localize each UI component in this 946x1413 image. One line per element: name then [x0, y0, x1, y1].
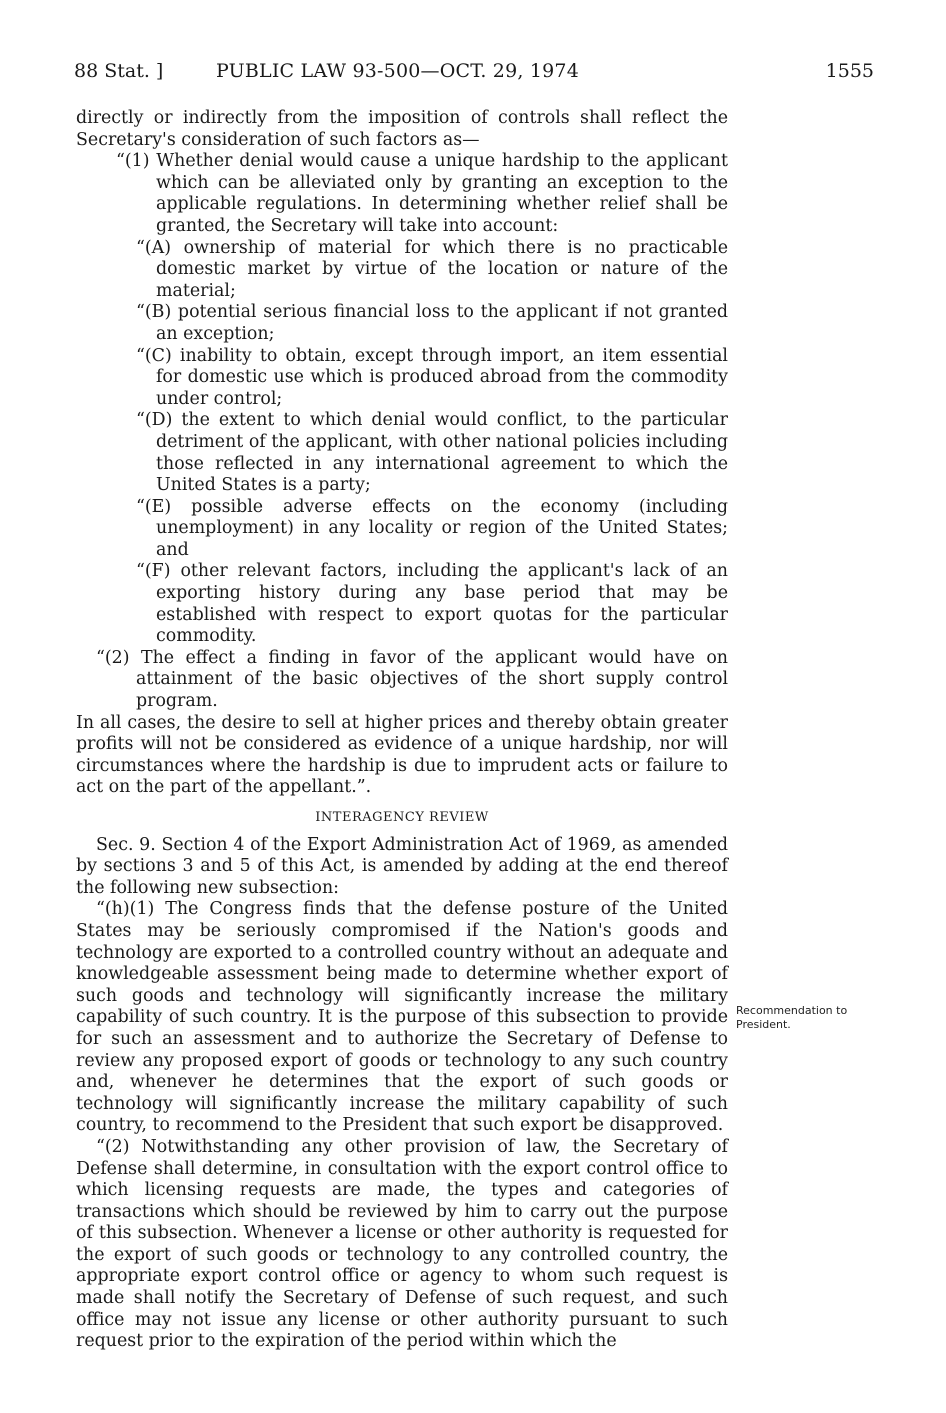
section-9-intro: Sec. 9. Section 4 of the Export Administration Act of 1969, as amended by sections 3 and 5 of this Act, is amended by adding at the end thereof the following new subsection:: [76, 834, 728, 898]
paragraph-closing: In all cases, the desire to sell at higher prices and thereby obtain greater profits will not be considered as evidence of a unique hardship, nor will circumstances where the hardship is due to imprudent acts or failure to act on the part of the appellant.”.: [76, 712, 728, 798]
paragraph-item-2: “(2) The effect a finding in favor of the applicant would have on attainment of the basic objectives of the short supply control program.: [96, 647, 728, 712]
page-number: 1555: [825, 60, 874, 82]
paragraph-subitem-f: “(F) other relevant factors, including the applicant's lack of an exporting history during any base period that may be established with respect to export quotas for the particular commodity.: [136, 561, 728, 647]
margin-note-recommendation: Recommendation to President.: [736, 1004, 848, 1031]
paragraph-intro: directly or indirectly from the imposition of controls shall reflect the Secretary's consideration of such factors as—: [76, 108, 728, 150]
paragraph-item-1: “(1) Whether denial would cause a unique hardship to the applicant which can be alleviated only by granting an exception to the applicable regulations. In determining whether relief shall be granted, the Secretary will take into account:: [116, 151, 728, 236]
paragraph-subitem-e: “(E) possible adverse effects on the economy (including unemployment) in any locality or region of the United States; and: [136, 496, 728, 560]
paragraph-subitem-a: “(A) ownership of material for which there is no practicable domestic market by virtue of the location or nature of the material;: [136, 237, 728, 301]
paragraph-subitem-d: “(D) the extent to which denial would conflict, to the particular detriment of the applicant, with other national policies including those reflected in any international agreement to which the United States is a party;: [136, 410, 728, 496]
paragraph-h1: “(h)(1) The Congress finds that the defense posture of the United States may be seriously compromised if the Nation's goods and technology are exported to a controlled country without an adequate and knowledgeable assessment being made to determine whether export of such goods and technology will significantly increase the military capability of such country. It is the purpose of this subsection to provide for such an assessment and to authorize the Secretary of Defense to review any proposed export of goods or technology to any such country and, whenever he determines that the export of such goods or technology will significantly increase the military capability of such country, to recommend to the President that such export be disapproved.: [76, 899, 728, 1136]
section-heading: INTERAGENCY REVIEW: [315, 810, 489, 825]
paragraph-subitem-c: “(C) inability to obtain, except through import, an item essential for domestic use which is produced abroad from the commodity under control;: [136, 345, 728, 409]
law-title: PUBLIC LAW 93-500—OCT. 29, 1974: [216, 60, 580, 82]
paragraph-subitem-b: “(B) potential serious financial loss to the applicant if not granted an exception;: [136, 302, 728, 344]
body-text: [76, 108, 728, 1353]
statute-reference: 88 Stat. ]: [74, 60, 164, 82]
page-header: [74, 60, 874, 86]
paragraph-h2: “(2) Notwithstanding any other provision of law, the Secretary of Defense shall determine, in consultation with the export control office to which licensing requests are made, the types and categories of transactions which should be reviewed by him to carry out the purpose of this subsection. Whenever a license or other authority is requested for the export of such goods or technology to any controlled country, the appropriate export control office or agency to whom such request is made shall notify the Secretary of Defense of such request, and such office may not issue any license or other authority pursuant to such request prior to the expiration of the period within which the: [76, 1136, 728, 1352]
